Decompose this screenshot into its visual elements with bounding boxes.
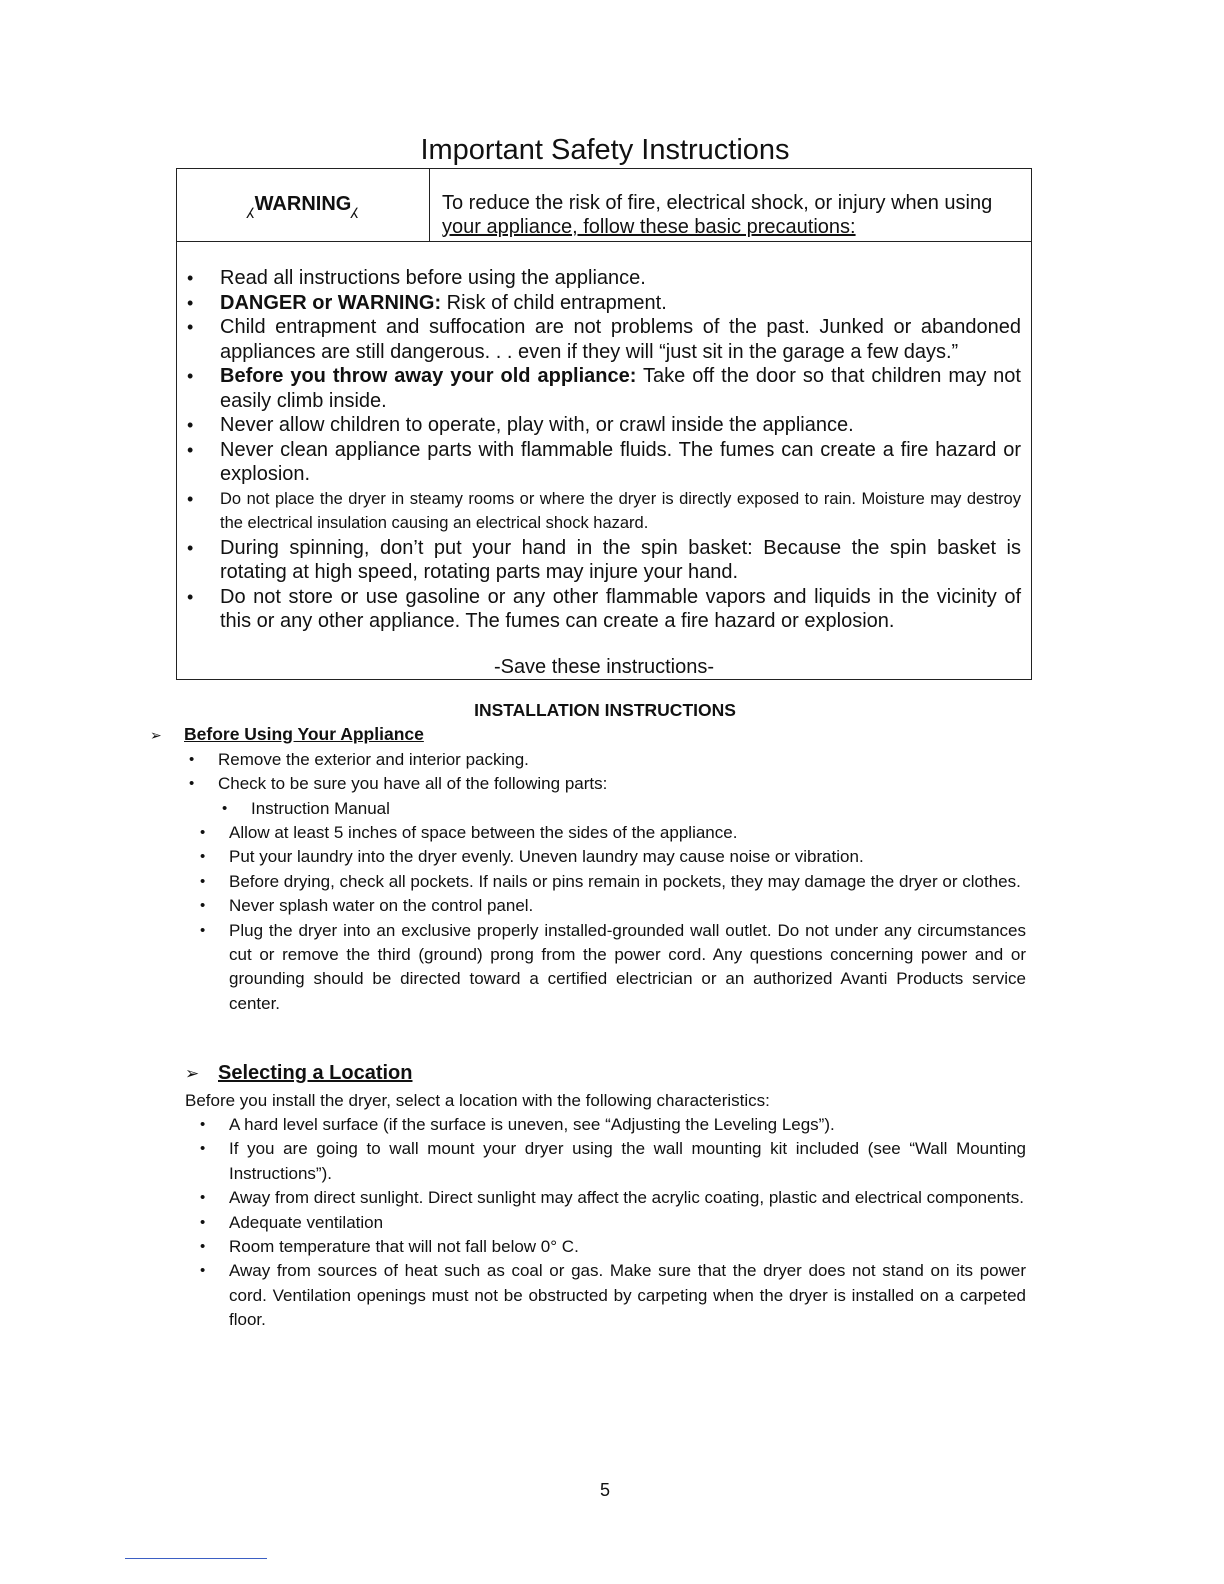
page-title: Important Safety Instructions — [420, 134, 790, 166]
location-item: • Away from sources of heat such as coal or gas. Make sure that the dryer does not stand on its power cord. Ventilation openings must not be obstructed by carpeting when the dryer is installed on a carpeted floor. — [229, 1259, 1026, 1332]
warning-label: WARNING — [254, 193, 352, 215]
safety-item-text: Never allow children to operate, play with, or crawl inside the appliance. — [220, 414, 854, 436]
list-item: • Check to be sure you have all of the following parts: — [218, 772, 1026, 796]
warning-intro-line: To reduce the risk of fire, electrical shock, or injury when using — [442, 192, 993, 214]
lightning-bolt-icon: ⁁ — [247, 193, 255, 218]
list-item: • Plug the dryer into an exclusive properly installed-grounded wall outlet. Do not under any circumstances cut or remove the third (ground) prong from the power cord. Any questions concerning power and or grounding should be directed toward a certified electrician or an authorized Avanti Products service center. — [229, 919, 1026, 1017]
location-intro: Before you install the dryer, select a location with the following characteristics: — [185, 1091, 770, 1110]
safety-item — [220, 487, 1021, 536]
safety-item — [220, 291, 1021, 316]
location-item: • Adequate ventilation — [229, 1211, 1026, 1235]
safety-item-emphasis: DANGER or WARNING: — [220, 291, 442, 314]
warning-header-row — [177, 169, 1031, 242]
before-using-heading: Before Using Your Appliance — [184, 724, 424, 744]
location-item: • If you are going to wall mount your dryer using the wall mounting kit included (see “Wall Mounting Instructions”). — [229, 1137, 1026, 1186]
safety-warning-box — [176, 168, 1032, 680]
safety-item-text: Risk of child entrapment. — [441, 291, 667, 314]
safety-item — [220, 413, 1021, 438]
safety-item-text: During spinning, don’t put your hand in the spin basket: Because the spin basket is rotating at high speed, rotating parts may injure your hand. — [220, 536, 1021, 583]
warning-label-cell — [177, 169, 430, 241]
safety-item — [220, 315, 1021, 364]
location-list — [229, 1113, 1026, 1333]
safety-item — [220, 364, 1021, 413]
safety-item-emphasis: Before you throw away your old appliance: — [220, 365, 637, 387]
list-item: • Before drying, check all pockets. If nails or pins remain in pockets, they may damage the dryer or clothes. — [229, 870, 1026, 894]
list-item: • Put your laundry into the dryer evenly. Uneven laundry may cause noise or vibration. — [229, 845, 1026, 869]
installation-heading: INSTALLATION INSTRUCTIONS — [474, 700, 736, 720]
location-item: • A hard level surface (if the surface is uneven, see “Adjusting the Leveling Legs”). — [229, 1113, 1026, 1137]
safety-item-text: Child entrapment and suffocation are not problems of the past. Junked or abandoned appliances are still dangerous. . . even if they will “just sit in the garage a few days.” — [220, 316, 1021, 363]
parts-list — [251, 797, 1026, 821]
warning-intro-cell — [430, 169, 1031, 241]
location-item: • Room temperature that will not fall below 0° C. — [229, 1235, 1026, 1259]
before-using-list — [218, 748, 1026, 797]
parts-item: • Instruction Manual — [251, 797, 1026, 821]
safety-item — [220, 266, 1021, 291]
footer-rule — [125, 1558, 267, 1559]
safety-item-text: Take off the door so that children may not easily climb inside. — [220, 365, 1021, 412]
safety-item-text: Never clean appliance parts with flammable fluids. The fumes can create a fire hazard or explosion. — [220, 438, 1021, 485]
page-number: 5 — [599, 1480, 610, 1500]
list-item: • Remove the exterior and interior packing. — [218, 748, 1026, 772]
setup-list — [229, 821, 1026, 1016]
save-instructions-note: -Save these instructions- — [493, 656, 715, 678]
safety-item — [220, 438, 1021, 487]
safety-item-text: Do not place the dryer in steamy rooms or where the dryer is directly exposed to rain. Moisture may destroy the electrical insulation causing an electrical shock hazard. — [220, 489, 1021, 532]
list-item: • Never splash water on the control panel. — [229, 894, 1026, 918]
safety-item — [220, 536, 1021, 585]
selecting-location-heading: Selecting a Location — [218, 1062, 413, 1084]
list-item: • Allow at least 5 inches of space between the sides of the appliance. — [229, 821, 1026, 845]
lightning-bolt-icon: ⁁ — [351, 193, 359, 218]
safety-list — [177, 242, 1031, 634]
warning-intro-line: your appliance, follow these basic precautions: — [442, 216, 856, 238]
arrow-bullet-icon: ➢ — [150, 727, 162, 743]
safety-item — [220, 585, 1021, 634]
arrow-bullet-icon: ➢ — [185, 1064, 200, 1083]
safety-item-text: Do not store or use gasoline or any other flammable vapors and liquids in the vicinity of this or any other appliance. The fumes can create a fire hazard or explosion. — [220, 585, 1021, 632]
location-item: • Away from direct sunlight. Direct sunlight may affect the acrylic coating, plastic and electrical components. — [229, 1186, 1026, 1210]
safety-item-text: Read all instructions before using the appliance. — [220, 267, 646, 289]
